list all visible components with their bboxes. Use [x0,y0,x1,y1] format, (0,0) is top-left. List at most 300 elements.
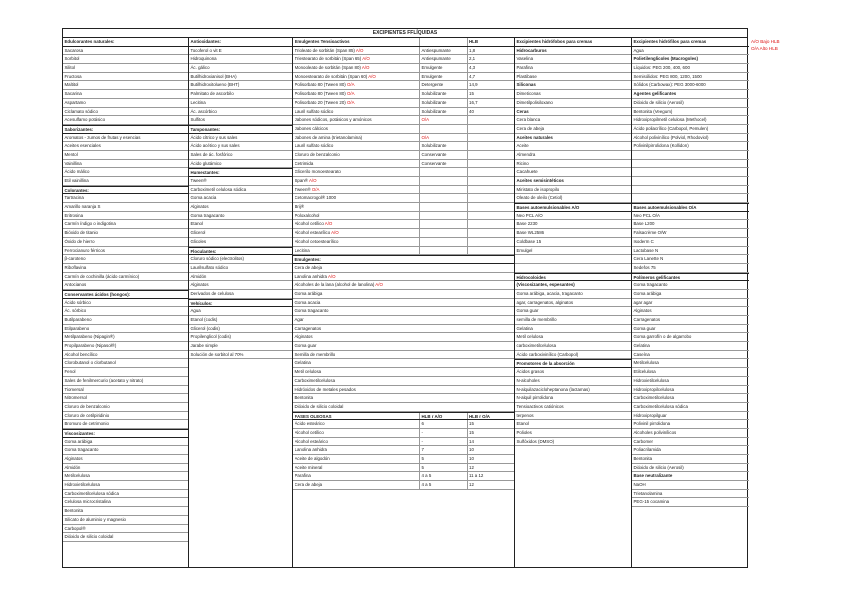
header-use [419,38,467,46]
hlb-ao-value: 5 [419,464,467,472]
oil-phase-name: Cera de abeja [294,482,323,488]
excipient-use [419,247,467,255]
list-item: Falsacrème O/W [632,229,749,238]
list-item: Alcoholes polivinílicos [632,429,749,438]
list-item: Hidroquinona [189,55,292,64]
column-header: Excipientes hidrófobos para cremas [515,38,631,47]
excipient-name: Triestearato de sorbitán (Span 65) A/O [294,56,370,62]
list-item: Etilcelulosa [632,368,749,377]
hlb-oa-value: 10 [467,446,515,454]
excipient-use: Detergente [419,81,467,89]
list-item: Gelatina [632,342,749,351]
excipient-name: Lauril sulfato sódico [294,143,334,149]
list-item: Agua [189,307,292,316]
list-item: Aceites esenciales [63,142,188,151]
legend-ao: A/O Bajo HLB [751,39,780,44]
list-item [632,177,749,186]
list-item: Fructosa [63,73,188,82]
legend-oa: O/A Alto HLB [751,46,778,51]
list-item: semilla de membrillo [515,316,631,325]
list-item [632,194,749,203]
excipient-name: Polisorbato 80 (Tween 80) O/A [294,91,355,97]
list-item: Agar [293,316,514,325]
list-item: Clorobutanol o clorbutanol [63,359,188,368]
list-item: Almendra [515,151,631,160]
emulsion-type: A/O [362,56,370,62]
excipient-use [419,212,467,220]
oil-phase-name: Ácido esteárico [294,421,325,427]
list-item: Bióxido de titanio [63,229,188,238]
list-item: Coldbase 15 [515,238,631,247]
section-header: Tamponantes: [189,125,292,134]
list-item: Carragenatos [293,325,514,334]
oil-phase-name: Alcohol cetílico [294,429,324,435]
section-header: Polímeros gelificantes [632,273,749,282]
excipient-use [419,203,467,211]
table-row [293,481,514,490]
hlb-value: 1,8 [467,47,515,55]
list-item: Tocoferol o vit E [189,47,292,56]
hlb-oa-value: 15 [467,429,515,437]
list-item: carboximetilcelulosa [515,342,631,351]
table-row [293,438,514,447]
list-item: Goma arábiga [63,438,188,447]
table-row [293,446,514,455]
list-item: Polivinilpirrolidona (Kollidon) [632,142,749,151]
list-item: agar, carragenatos, alginatos [515,299,631,308]
list-item: Bromuro de cetrimonio [63,420,188,429]
table-row [293,168,514,177]
table-row [293,64,514,73]
excipient-use: Solubilizante [419,99,467,107]
hlb-value [467,220,515,228]
excipients-table [62,28,748,568]
list-item: Isoderm C [632,238,749,247]
hlb-ao-value: - [419,429,467,437]
excipient-name: Monooleato de sorbitán (Span 80) A/O [294,65,370,71]
list-item: Carboximetil celulosa sódica [189,186,292,195]
list-item: Ceras [515,108,631,117]
list-item: Goma tragacanto [63,446,188,455]
list-item: Goma tragacanto [293,307,514,316]
excipient-use [419,177,467,185]
section-header [293,412,514,421]
list-item: Carmín de cochinilla (ácido carmínico) [63,273,188,282]
excipient-name: Tween® O/A [294,186,320,192]
list-item: Goma tragacanto [632,281,749,290]
hlb-value [467,134,515,142]
excipient-use [419,186,467,194]
table-row [293,108,514,117]
list-item: Derivados de celulosa [189,290,292,299]
hlb-value: 15 [467,90,515,98]
list-item: Vainillina [63,160,188,169]
table-row [293,229,514,238]
list-item: Aceites semisintéticos [515,177,631,186]
excipient-name: Jabones de amina (trietanolamina) [294,134,363,140]
list-item: Bentonita [293,394,514,403]
list-item: Líquidos: PEG 200, 400, 600 [632,64,749,73]
list-item: Gelatina [293,359,514,368]
list-item: Metil celulosa [293,368,514,377]
list-item: Tartracina [63,194,188,203]
list-item: Óxido de hierro [63,238,188,247]
emulsion-type: A/O [368,73,376,79]
emulsion-type: A/O [331,230,339,236]
list-item: Etil vainillina [63,177,188,186]
list-item: Glicerol [189,229,292,238]
list-item: Alginatos [63,455,188,464]
table-row [293,151,514,160]
list-item: Polietilenglicoles (Macrogoles) [632,55,749,64]
list-item: Base neutralizante [632,472,749,481]
emulsion-type: A/O [355,47,364,53]
table-row [293,142,514,151]
list-item: Sorbitol [63,55,188,64]
list-item: Alcoholes de la lana (alcohol de lanolina) A/O [293,281,514,290]
table-row [293,81,514,90]
hlb-value [467,125,515,133]
list-item: Sacarina [63,90,188,99]
table-row [293,455,514,464]
list-item: Agua [632,47,749,56]
table-row [293,55,514,64]
list-item: Sulfitos [189,116,292,125]
list-item: Cera de abeja [293,264,514,273]
list-item: Ácidos grasos [515,368,631,377]
list-item: Alginatos [293,333,514,342]
list-item: Ácido sórbico [63,299,188,308]
list-item: Polivinil pirrolidona [632,420,749,429]
hlb-value [467,203,515,211]
list-item: Ciclamato sódico [63,108,188,117]
hlb-ao-value: 4 a 5 [419,481,467,489]
header-label: Emulgentes Tensioactivos [294,39,350,44]
excipient-name: Span® A/O [294,178,317,183]
list-item: Ác. sórbico [63,307,188,316]
hlb-value: 40 [467,108,515,116]
list-item: NaOH [632,481,749,490]
excipient-use: Solubilizante [419,90,467,98]
header-hlb-ao: HLB r A/O [419,413,467,420]
list-item: Carboximetilcelulosa [293,377,514,386]
list-item: Sulfóxidos (DMSO) [515,438,631,447]
hlb-ao-value: 4 a 5 [419,472,467,480]
oil-phase-name: Aceite mineral [294,464,323,470]
excipient-name: Polisorbato 20 (Tween 20) O/A [294,99,355,105]
list-item: Carragenatos [632,316,749,325]
list-item: Semisólidos: PEG 800, 1200, 1500 [632,73,749,82]
hlb-value [467,238,515,246]
oil-phase-name: Alcohol esteárico [294,438,328,444]
table-row [293,247,514,256]
excipient-use: O/A [419,116,467,124]
list-item: Caseína [632,351,749,360]
list-item: Cloruro sódico (electrolitos) [189,255,292,264]
excipient-use: Solubilizante [419,142,467,150]
list-item: Mentol [63,151,188,160]
list-item: Goma garrofín o de algarrobo [632,333,749,342]
hlb-value: 14,9 [467,81,515,89]
list-item: Dióxido de silicio coloidal [63,533,188,542]
list-item: Hidróxidos de metales pesados [293,386,514,395]
table-row [293,472,514,481]
list-item: Lecitina [189,99,292,108]
list-item: Acesulfamo potásico [63,116,188,125]
list-item: Etanol (codis) [189,316,292,325]
list-item: Metilcelulosa [632,359,749,368]
list-item: Amarillo naranja S [63,203,188,212]
excipient-use [419,194,467,202]
table-row [293,47,514,56]
list-item: Lanolina anhidra A/O [293,273,514,282]
list-item: Dimeticonas [515,90,631,99]
list-item: Base 2230 [515,220,631,229]
column-header [293,38,514,47]
list-item: Ácido poliacrílico (Carbopol, Pemulen) [632,125,749,134]
excipient-name: Jabones sódicos, potásicos y amónicos [294,117,372,123]
table-row [293,99,514,108]
list-item: Cloruro de benzalconio [63,403,188,412]
list-item: Riboflavina [63,264,188,273]
list-item: Miristato de isopropilo [515,186,631,195]
emulsion-type: O/A [311,186,320,192]
list-item: Alginatos [632,307,749,316]
list-item: Tensioactivos catiónicos [515,403,631,412]
list-item: Oleato de oleilo (Cetiol) [515,194,631,203]
list-item: Agentes gelificantes [632,90,749,99]
list-item: Carmín índigo o indigotina [63,220,188,229]
table-row [293,194,514,203]
excipient-use [419,168,467,176]
list-item: Ácido cítrico y sus sales [189,134,292,143]
list-item: Goma arábiga [632,290,749,299]
list-item: Carboximetilcelulosa sódica [632,403,749,412]
excipient-name: Trioleato de sorbitán (Span 85) A/O [294,47,364,53]
list-item: Carbopol® [63,525,188,534]
table-row [293,429,514,438]
excipient-name: Cetrimida [294,160,314,166]
list-item: Ácido málico [63,168,188,177]
emulsion-type: O/A [346,91,355,97]
list-item: Propilenglicol (codis) [189,333,292,342]
list-item [632,160,749,169]
hlb-oa-value: 11 a 12 [467,472,515,480]
oil-phase-name: Aceite de algodón [294,456,330,461]
excipient-name: Glicerilo monoestearato [294,169,341,175]
excipient-name: Cloruro de benzalconio [294,151,340,157]
list-item: Alcohol bencílico [63,351,188,360]
excipient-use: Antiespumante [419,47,467,55]
list-item: Ác. ascórbico [189,108,292,117]
list-item: Glicerol (codis) [189,325,292,334]
column-antioxidants [189,38,293,568]
list-item: Goma guar [632,325,749,334]
list-item: Almidón [189,273,292,282]
table-row [293,238,514,247]
excipient-name: Lecitina [294,247,310,253]
excipient-use [419,229,467,237]
column-hydrophobic [515,38,632,568]
excipient-name: Monoestearato de sorbitán (Span 60) A/O [294,73,376,79]
column-sweeteners [63,38,189,568]
list-item: Aspartamo [63,99,188,108]
list-item: N-alquilazacicloheptanona (lactamas) [515,386,631,395]
list-item: Eritrosina [63,212,188,221]
oil-phase-name: Lanolina anhidra [294,447,327,453]
table-row [293,73,514,82]
list-item: Hidroxietilcelulosa [63,481,188,490]
hlb-value [467,168,515,176]
list-item [632,151,749,160]
list-item: Carbomer [632,438,749,447]
section-header: Emulgentes: [293,255,514,264]
table-row [293,203,514,212]
list-item: Ácido carboxivinílico (Carbopol) [515,351,631,360]
list-item: Cloruro de cetilpiridinio [63,412,188,421]
list-item: Sales de fenilmercurio (acetato y nitrato) [63,377,188,386]
section-header: Colorantes: [63,186,188,195]
list-item: Sacarosa [63,47,188,56]
section-header: Floculantes: [189,247,292,256]
list-item: Etilparabeno [63,325,188,334]
section-header: Saborizantes: [63,125,188,134]
list-item: Poliacrilamida [632,446,749,455]
excipient-use: O/A [419,134,467,142]
hlb-ao-value: 5 [419,455,467,463]
list-item: Metilparabeno (Nipagin®) [63,333,188,342]
list-item: Butilparabeno [63,316,188,325]
excipient-use: Conservante [419,151,467,159]
hlb-oa-value: 15 [467,420,515,428]
list-item: Cera Lanette N [632,255,749,264]
list-item: β-caroteno [63,255,188,264]
list-item: Cera blanca [515,116,631,125]
hlb-oa-value: 12 [467,481,515,489]
excipient-name: Polisorbato 80 (Tween 80) O/A [294,82,355,88]
hlb-value [467,142,515,150]
hlb-value [467,151,515,159]
section-header: Bases autoemulsionables O/A [632,203,749,212]
emulsion-type: A/O [308,178,317,183]
list-item: Hidroxietilcelulosa [632,377,749,386]
list-item: Almidón [63,464,188,473]
list-item: Butilhidroxitolueno (BHT) [189,81,292,90]
list-item: Goma acacia [189,194,292,203]
excipient-name: Poloxalcohol [294,212,320,218]
emulsion-type: O/A [346,82,355,88]
excipient-use [419,220,467,228]
table-row [293,90,514,99]
hlb-value [467,212,515,220]
list-item: Hidroxipropilcelulosa [632,386,749,395]
section-header: Vehículos: [189,299,292,308]
section-header: Hidrocoloides [515,273,631,282]
hlb-value: 4,3 [467,64,515,72]
list-item [515,264,631,273]
list-item: Alginatos [189,281,292,290]
list-item: Hidrocarburos [515,47,631,56]
excipient-use: Emulgente [419,64,467,72]
table-row [293,186,514,195]
list-item: Polioles [515,429,631,438]
excipient-name: Brij® [294,204,305,210]
column-hydrophilic [632,38,749,568]
list-item: (Viscosizantes, espesantes) [515,281,631,290]
header-label: FASES OLEOSAS [294,413,332,419]
oil-phase-name: Parafina [294,473,311,479]
hlb-oa-value: 14 [467,438,515,446]
section-header: Humectantes: [189,168,292,177]
list-item: Hidroxipropilguar [632,412,749,421]
list-item: Plastibase [515,73,631,82]
list-item: Solución de sorbitol al 70% [189,351,292,360]
list-item: Trietanolamina [632,490,749,499]
list-item: Tween® [189,177,292,186]
hlb-ao-value: 7 [419,446,467,454]
list-item: agar agar [632,299,749,308]
hlb-oa-value: 10 [467,455,515,463]
hlb-ao-value: 6 [419,420,467,428]
section-header: Bases autoemulsionables A/O [515,203,631,212]
excipient-use: Antiespumante [419,55,467,63]
list-item: Aromatos - zumos de frutas y esencias [63,134,188,143]
excipient-use: Solubilizante [419,108,467,116]
list-item: Ácido acético y sus sales [189,142,292,151]
hlb-legend [751,38,780,52]
list-item: Sedefos 75 [632,264,749,273]
list-item: Dióxido de silicio (Aerosil) [632,464,749,473]
excipient-use [419,238,467,246]
list-item: N-alquil pirrolidona [515,394,631,403]
table-row [293,212,514,221]
list-item: Bentonita [632,455,749,464]
list-item: N-alcoholes [515,377,631,386]
column-emulsifiers [293,38,515,568]
list-item: Lactobase N [632,247,749,256]
hlb-value [467,194,515,202]
list-item: Neo PCL A/O [515,212,631,221]
table-row [293,125,514,134]
excipient-name: Lauril sulfato sódico [294,108,334,114]
section-header: Conservantes ácidos (hongos): [63,290,188,299]
list-item: Goma tragacanto [189,212,292,221]
hlb-value [467,229,515,237]
hlb-value: 2,1 [467,55,515,63]
hlb-oa-value: 12 [467,464,515,472]
list-item: Semilla de membrillo [293,351,514,360]
hlb-value [467,160,515,168]
header-hlb-oa: HLB r O/A [467,413,515,420]
table-row [293,420,514,429]
hlb-value [467,116,515,124]
emulsion-type: A/O [324,221,333,227]
table-row [293,177,514,186]
excipient-use: Conservante [419,160,467,168]
list-item: Dióxido de silicio (Aerosil) [632,99,749,108]
list-item: Etanol [515,420,631,429]
excipient-name: Jabones cálcicos [294,125,328,131]
table-row [293,160,514,169]
section-header: Promotores de la absorción [515,359,631,368]
list-item [515,255,631,264]
list-item: Tiomersal [63,386,188,395]
list-item: Metil celulosa [515,333,631,342]
hlb-value [467,177,515,185]
excipient-name: Alcohol cetílico A/O [294,221,333,227]
list-item: Aceites naturales [515,134,631,143]
hlb-value: 16,7 [467,99,515,107]
